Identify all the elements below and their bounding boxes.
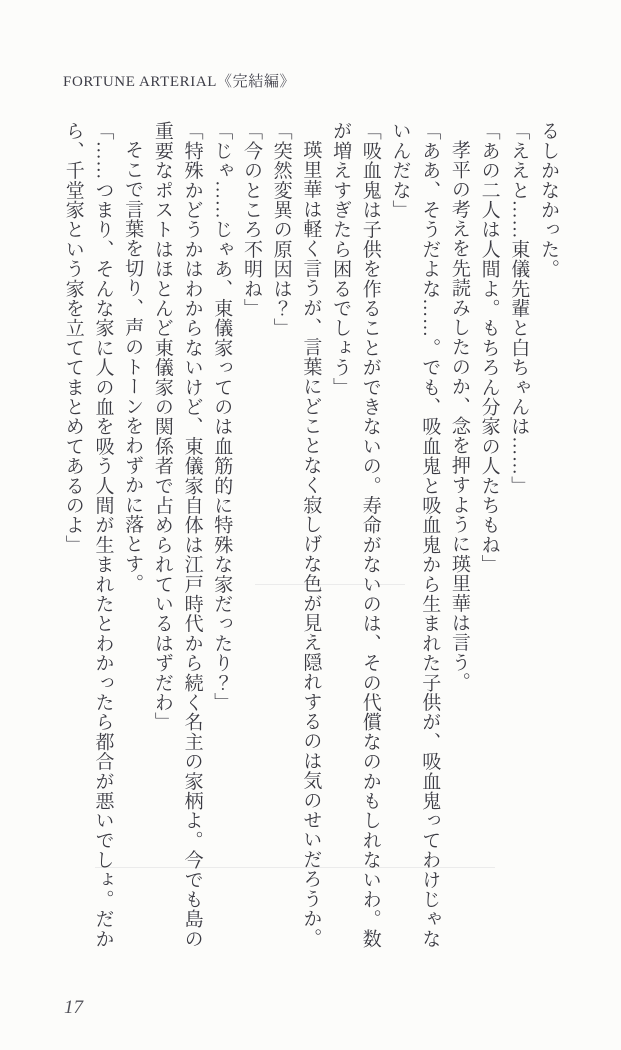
- page-number: 17: [64, 997, 83, 1018]
- text-line: 重要なポストはほとんど東儀家の関係者で占められているはずだわ」: [151, 121, 173, 732]
- text-line: ら、千堂家という家を立ててまとめてあるのよ」: [62, 121, 84, 555]
- text-line: 「突然変異の原因は？」: [270, 121, 292, 338]
- text-line: 「……つまり、そんな家に人の血を吸う人間が生まれたとわかったら都合が悪いでしょ。だか: [92, 121, 114, 949]
- text-line: るしかなかった。: [538, 121, 559, 279]
- body-text-block: [58, 121, 563, 948]
- text-line: そこで言葉を切り、声のトーンをわずかに落とす。: [122, 140, 144, 594]
- text-line: が増えすぎたら困るでしょう」: [330, 121, 352, 397]
- text-line: 「特殊かどうかはわからないけど、東儀家自体は江戸時代から続く名主の家柄よ。今でも島の: [181, 121, 203, 949]
- text-line: 「じゃ……じゃあ、東儀家ってのは血筋的に特殊な家だったり？」: [211, 121, 233, 712]
- text-line: 「今のところ不明ね」: [240, 121, 262, 318]
- text-line: 孝平の考えを先読みしたのか、念を押すように瑛里華は言う。: [448, 140, 470, 692]
- text-line: 「あの二人は人間よ。もちろん分家の人たちもね」: [478, 121, 500, 575]
- text-line: 「ええと……東儀先輩と白ちゃんは……」: [508, 121, 530, 496]
- text-line: 瑛里華は軽く言うが、言葉にどことなく寂しげな色が見え隠れするのは気のせいだろうか。: [300, 140, 322, 948]
- text-line: 「吸血鬼は子供を作ることができないの。寿命がないのは、その代償なのかもしれないわ。数: [359, 121, 381, 949]
- running-header: FORTUNE ARTERIAL《完結編》: [63, 74, 296, 90]
- text-line: いんだな」: [389, 121, 411, 220]
- text-line: 「ああ、そうだよな……。でも、吸血鬼と吸血鬼から生まれた子供が、吸血鬼ってわけじゃな: [419, 121, 441, 949]
